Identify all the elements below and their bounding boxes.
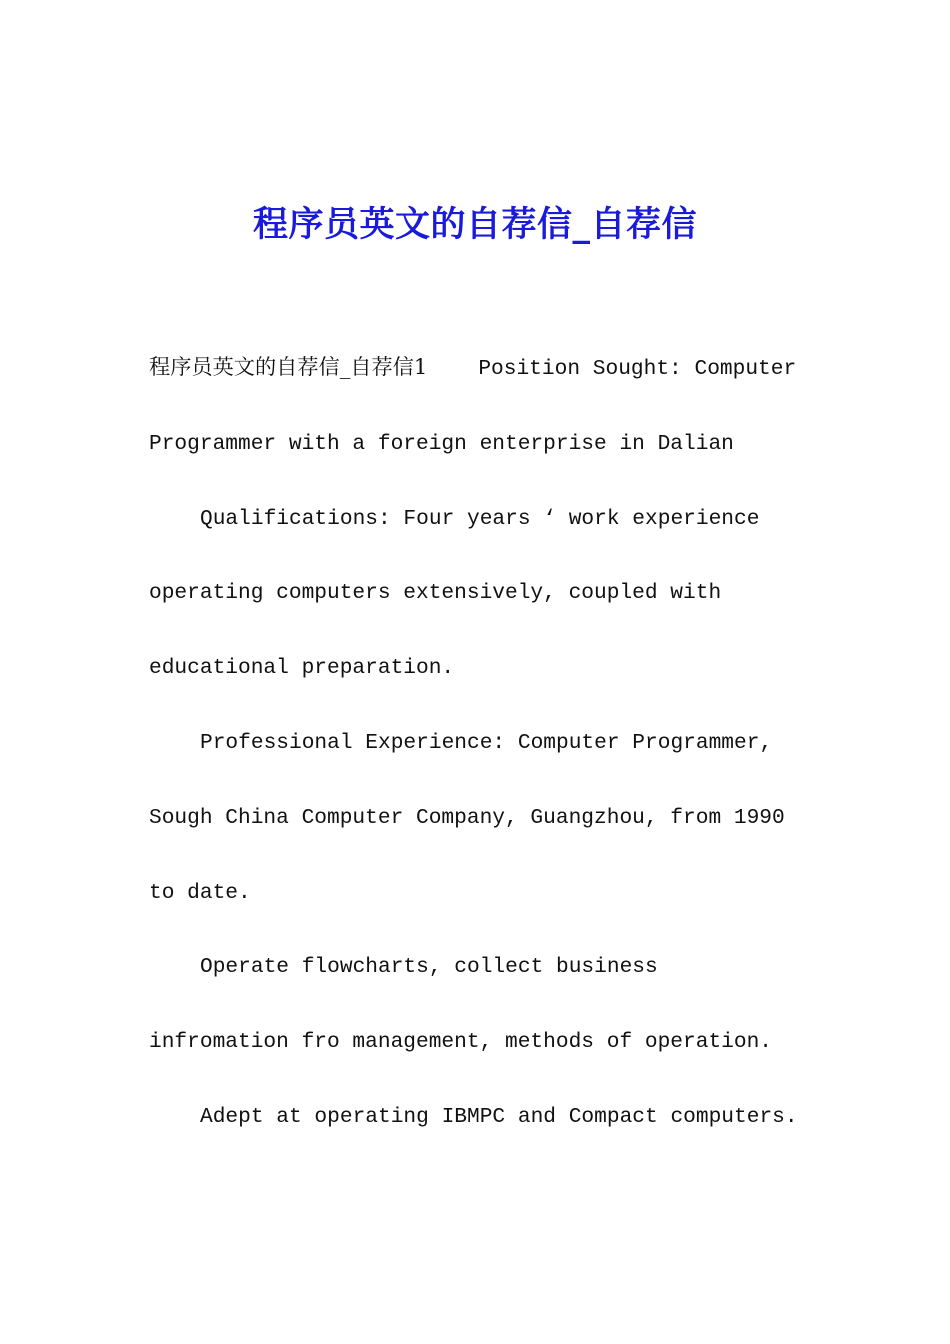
paragraph-adept-operating: Adept at operating IBMPC and Compact computers. (200, 1104, 798, 1129)
document-body (149, 330, 809, 1155)
document-heading-inline: 程序员英文的自荐信_自荐信1 (149, 354, 428, 379)
paragraph-professional-experience: Professional Experience: Computer Programmer, Sough China Computer Company, Guangzhou, from 1990 to date. (149, 730, 785, 905)
paragraph-qualifications: Qualifications: Four years ‘ work experience operating computers extensively, coupled with educational preparation. (149, 506, 760, 681)
position-sought-text: Position Sought: Computer Programmer with a foreign enterprise in Dalian (149, 357, 797, 456)
paragraph-position-sought (149, 330, 809, 482)
document-title: 程序员英文的自荐信_自荐信 (252, 204, 697, 246)
paragraph-operate-flowcharts: Operate flowcharts, collect business infromation fro management, methods of operation. (149, 955, 773, 1055)
